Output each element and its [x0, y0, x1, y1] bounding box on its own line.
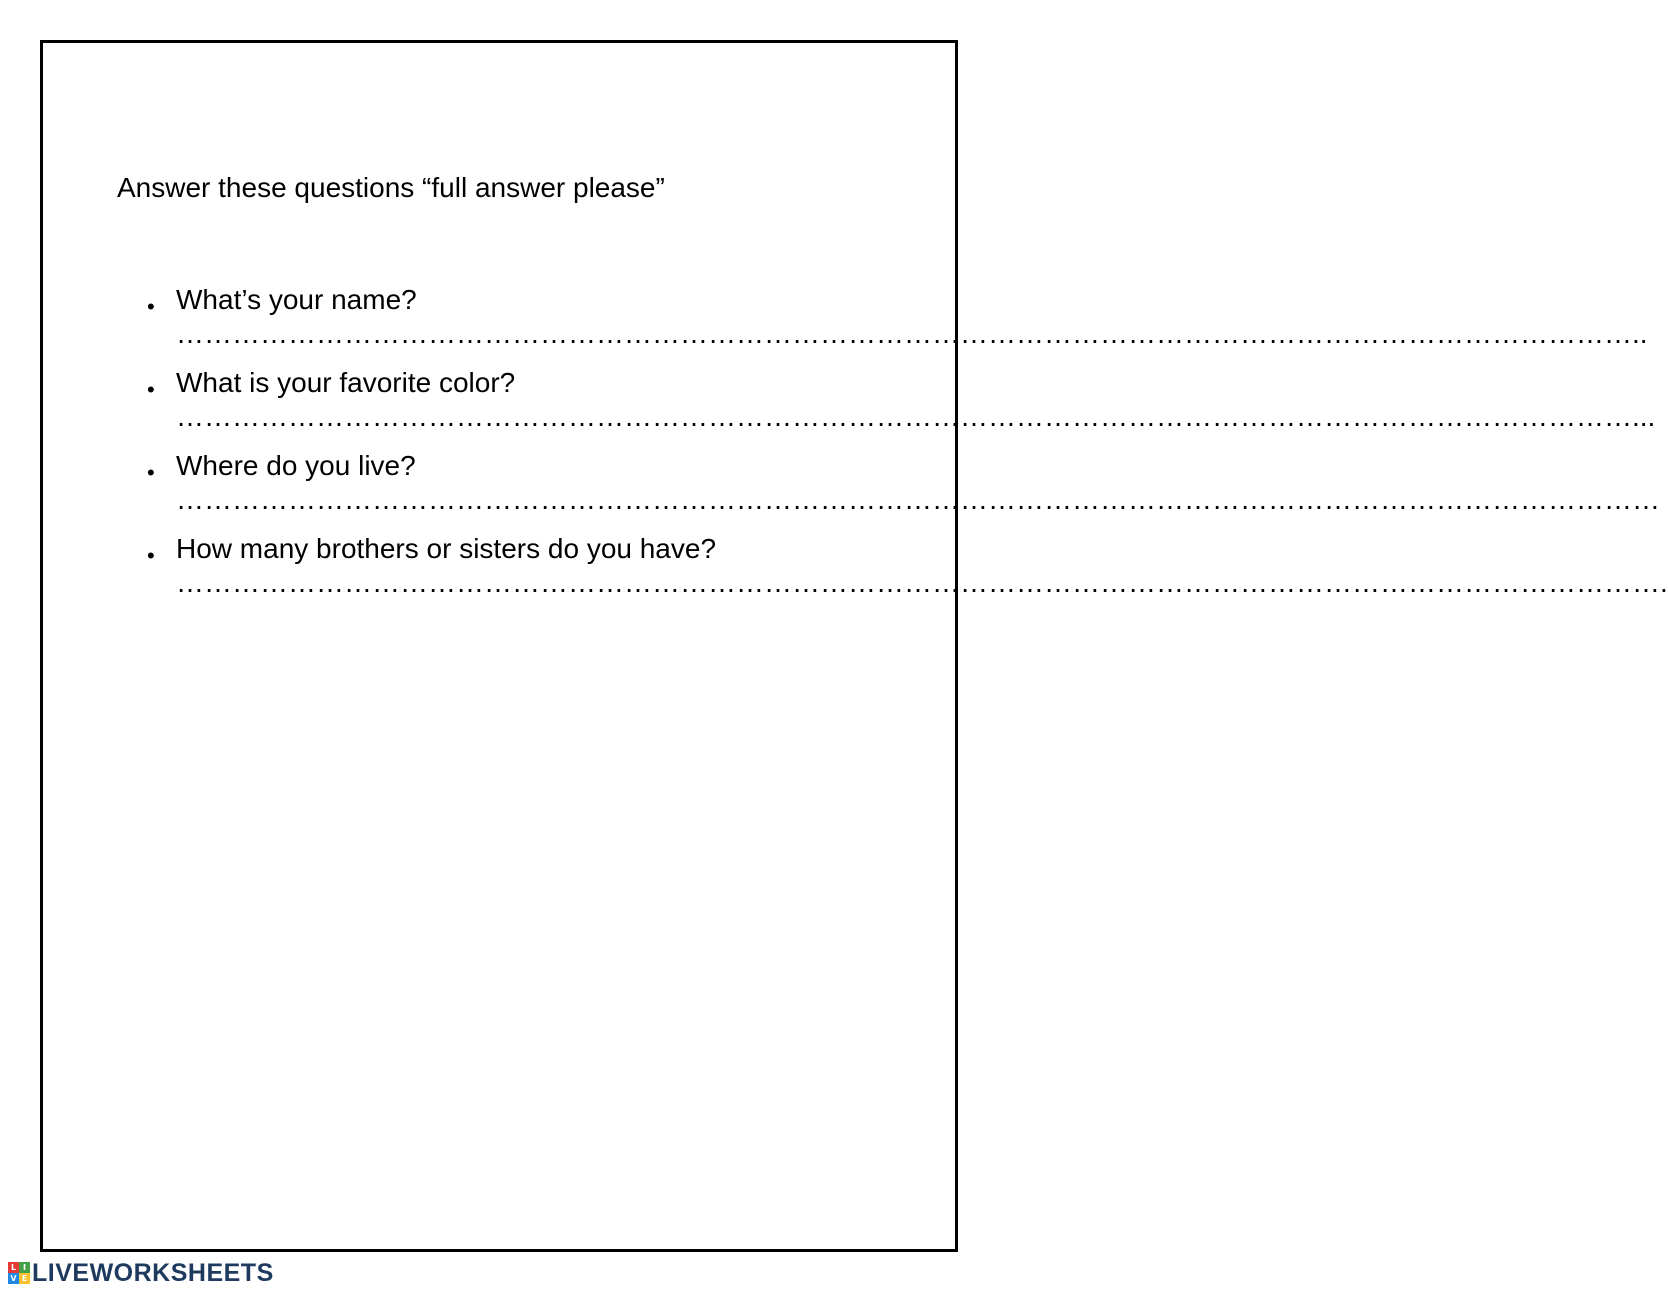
question-text: What’s your name?: [176, 284, 417, 315]
question-item: [0, 365, 1656, 449]
answer-line[interactable]: …………………………………………………………………………………………………………………………………………..: [176, 318, 1648, 349]
question-item: [0, 448, 1660, 532]
liveworksheets-brand[interactable]: [8, 1259, 274, 1287]
question-item: [0, 282, 1648, 366]
logo-letter: V: [8, 1273, 19, 1284]
answer-line[interactable]: …………………………………………………………………………………………………………………………………………….: [176, 567, 1668, 598]
logo-letter: E: [19, 1273, 30, 1284]
logo-letter: I: [19, 1262, 30, 1273]
liveworksheets-logo-icon: [8, 1262, 30, 1284]
logo-letter: L: [8, 1262, 19, 1273]
brand-name: LIVEWORKSHEETS: [32, 1259, 274, 1287]
answer-line[interactable]: ……………………………………………………………………………………………………………………………………………: [176, 484, 1660, 515]
question-text: What is your favorite color?: [176, 367, 516, 398]
answer-line[interactable]: …………………………………………………………………………………………………………………………………………...: [176, 401, 1656, 432]
bullet-icon: •: [147, 294, 155, 319]
question-text: How many brothers or sisters do you have?: [176, 533, 717, 564]
question-text: Where do you live?: [176, 450, 416, 481]
bullet-icon: •: [147, 460, 155, 485]
bullet-icon: •: [147, 543, 155, 568]
instruction-text: Answer these questions “full answer please”: [117, 172, 665, 203]
question-item: [0, 531, 1668, 615]
bullet-icon: •: [147, 377, 155, 402]
worksheet-frame: [40, 40, 958, 1252]
